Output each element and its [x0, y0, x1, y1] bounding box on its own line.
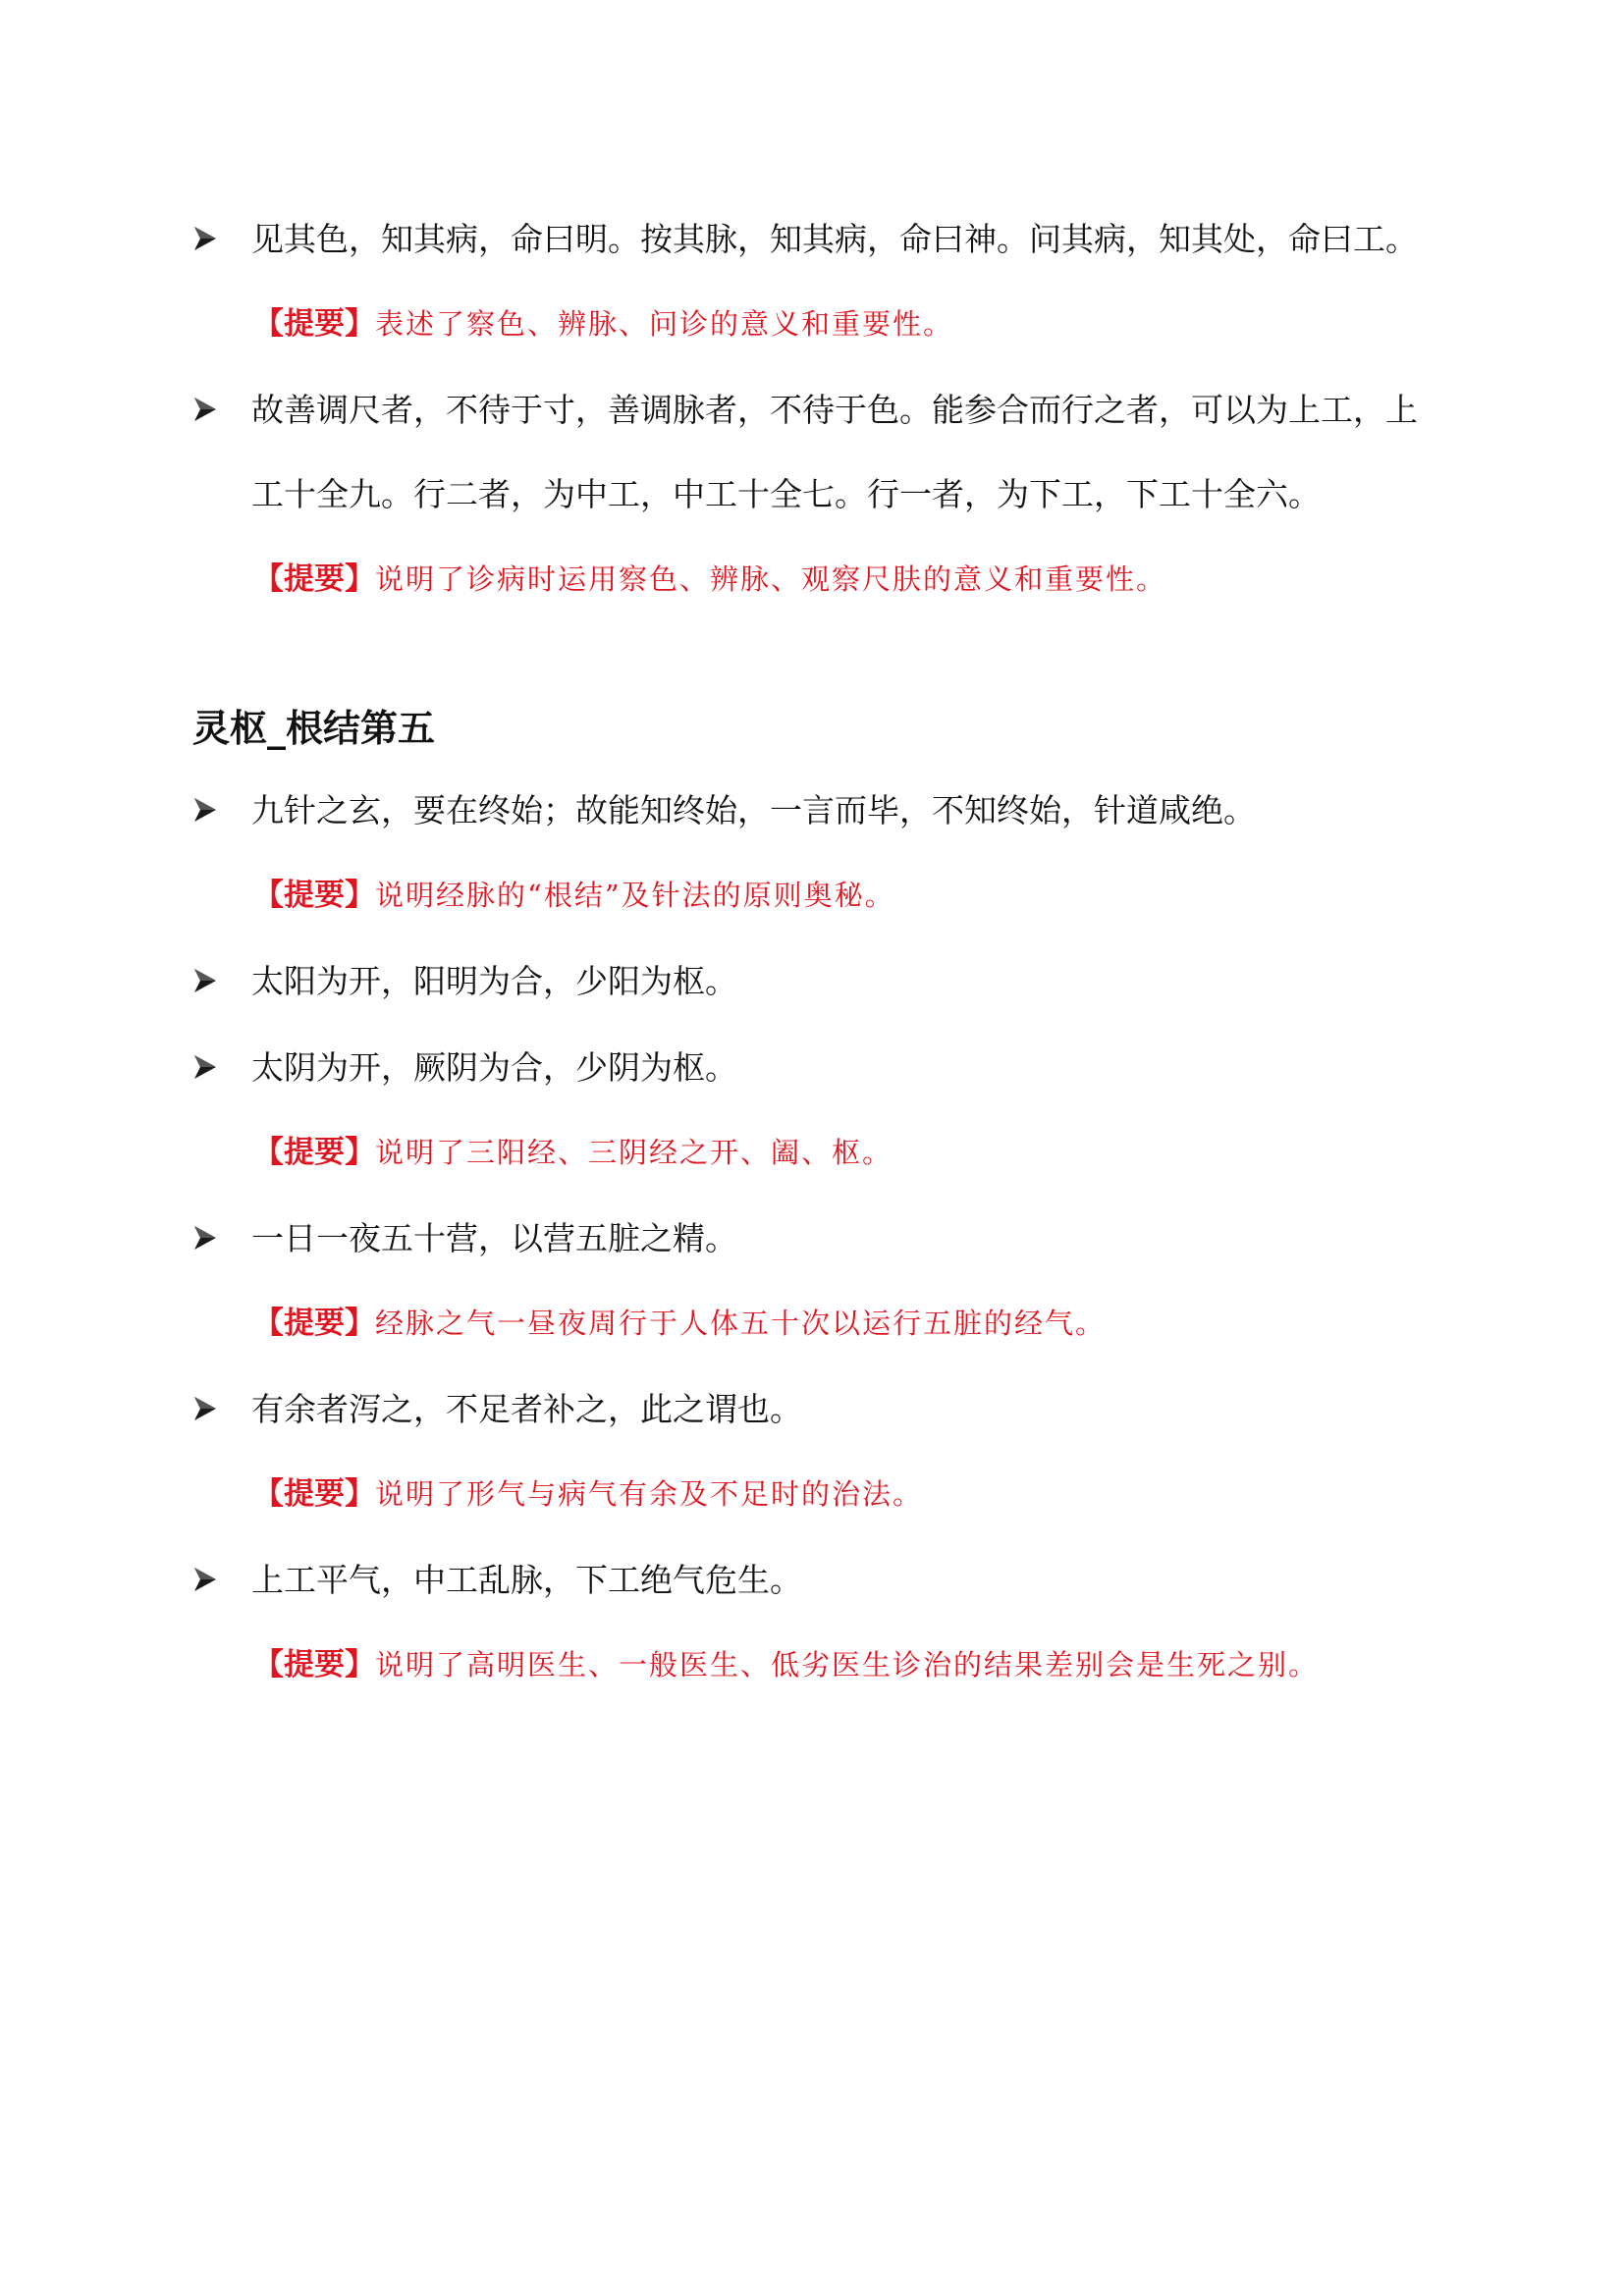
item-text: 太阴为开，厥阴为合，少阴为枢。: [251, 1048, 737, 1087]
item-text: 故善调尺者，不待于寸，善调脉者，不待于色。能参合而行之者，可以为上工，上: [251, 391, 1418, 429]
item-text: 工十全九。行二者，为中工，中工十全七。行一者，为下工，下工十全六。: [251, 475, 1321, 513]
list-item-continuation: [192, 465, 1469, 524]
list-item: [192, 1551, 1469, 1610]
list-item: [192, 952, 1469, 1011]
note-line: [253, 870, 895, 921]
item-text: 太阳为开，阳明为合，少阳为枢。: [251, 962, 737, 1000]
arrowhead-bullet-icon: [192, 395, 218, 424]
note-text: 说明了形气与病气有余及不足时的治法。: [375, 1477, 924, 1511]
arrowhead-bullet-icon: [192, 795, 218, 825]
note-label: 【提要】: [253, 1476, 375, 1512]
note-label: 【提要】: [253, 306, 375, 342]
list-item: [192, 1380, 1469, 1439]
list-item: [192, 210, 1469, 269]
note-text: 说明经脉的“根结”及针法的原则奥秘。: [375, 879, 895, 912]
note-label: 【提要】: [253, 1135, 375, 1170]
note-text: 说明了高明医生、一般医生、低劣医生诊治的结果差别会是生死之别。: [375, 1648, 1320, 1682]
note-line: [253, 1127, 893, 1178]
note-text: 经脉之气一昼夜周行于人体五十次以运行五脏的经气。: [375, 1307, 1107, 1340]
arrowhead-bullet-icon: [192, 1223, 218, 1253]
list-item: [192, 1209, 1469, 1268]
note-label: 【提要】: [253, 878, 375, 913]
note-text: 说明了三阳经、三阴经之开、阖、枢。: [375, 1136, 893, 1169]
item-text: 一日一夜五十营，以营五脏之精。: [251, 1219, 737, 1257]
arrowhead-bullet-icon: [192, 1565, 218, 1594]
note-text: 说明了诊病时运用察色、辨脉、观察尺肤的意义和重要性。: [375, 562, 1167, 596]
note-text: 表述了察色、辨脉、问诊的意义和重要性。: [375, 307, 954, 341]
arrowhead-bullet-icon: [192, 224, 218, 253]
item-text: 有余者泻之，不足者补之，此之谓也。: [251, 1390, 802, 1428]
note-label: 【提要】: [253, 561, 375, 597]
arrowhead-bullet-icon: [192, 966, 218, 995]
section-title: 灵枢_根结第五: [192, 707, 436, 750]
arrowhead-bullet-icon: [192, 1052, 218, 1082]
note-label: 【提要】: [253, 1647, 375, 1682]
list-item: [192, 381, 1469, 440]
note-line: [253, 1639, 1319, 1690]
item-text: 上工平气，中工乱脉，下工绝气危生。: [251, 1561, 802, 1599]
note-line: [253, 554, 1166, 605]
item-text: 九针之玄，要在终始；故能知终始，一言而毕，不知终始，针道咸绝。: [251, 791, 1256, 829]
arrowhead-bullet-icon: [192, 1394, 218, 1423]
item-text: 见其色，知其病，命曰明。按其脉，知其病，命曰神。问其病，知其处，命曰工。: [251, 220, 1418, 258]
note-line: [253, 1298, 1106, 1349]
note-line: [253, 1468, 923, 1520]
note-line: [253, 298, 953, 349]
note-label: 【提要】: [253, 1306, 375, 1341]
list-item: [192, 1039, 1469, 1097]
list-item: [192, 781, 1469, 840]
